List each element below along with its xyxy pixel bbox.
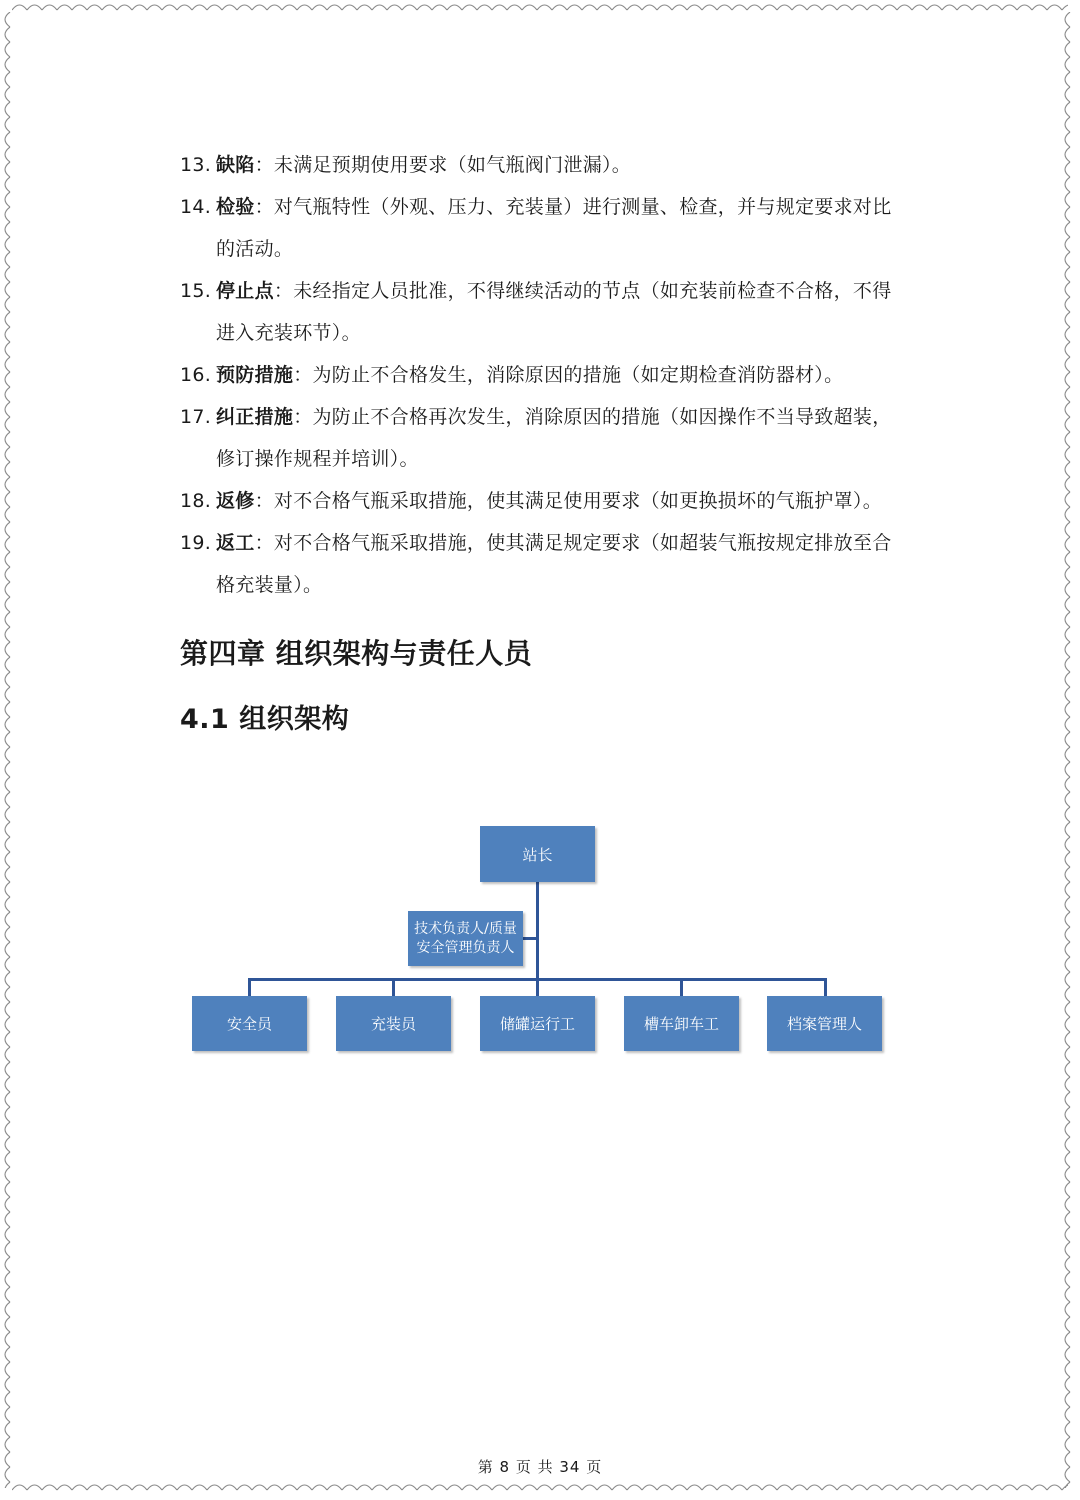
connector-drop: [392, 978, 395, 996]
term-number: 18.: [180, 490, 212, 512]
connector-drop: [680, 978, 683, 996]
term-item: [180, 270, 902, 354]
term-name: 返修: [216, 490, 255, 512]
term-number: 15.: [180, 280, 212, 302]
term-name: 预防措施: [216, 364, 294, 386]
connector-drop: [824, 978, 827, 996]
term-definition: ：对不合格气瓶采取措施，使其满足规定要求（如超装气瓶按规定排放至合格充装量）。: [216, 532, 892, 596]
term-name: 缺陷: [216, 154, 255, 176]
term-number: 13.: [180, 154, 212, 176]
term-name: 返工: [216, 532, 255, 554]
connector-drop: [248, 978, 251, 996]
term-name: 检验: [216, 196, 255, 218]
chapter-title: 第四章 组织架构与责任人员: [180, 637, 533, 670]
document-body: [180, 144, 902, 742]
connector-root-trunk: [536, 882, 539, 980]
org-node-child: 充装员: [336, 996, 451, 1051]
term-number: 19.: [180, 532, 212, 554]
term-item: [180, 186, 902, 270]
page-footer: 第 8 页 共 34 页: [477, 1458, 603, 1476]
org-node-assistant-line1: 技术负责人/质量: [414, 920, 517, 937]
connector-drop: [536, 978, 539, 996]
org-node-child: 槽车卸车工: [624, 996, 739, 1051]
term-number: 17.: [180, 406, 212, 428]
term-number: 14.: [180, 196, 212, 218]
term-item: [180, 480, 902, 522]
connector-assistant: [523, 937, 537, 940]
org-node-root: 站长: [480, 826, 595, 882]
term-item: [180, 522, 902, 606]
org-node-child: 档案管理人: [767, 996, 882, 1051]
term-name: 纠正措施: [216, 406, 294, 428]
term-item: [180, 354, 902, 396]
term-item: [180, 144, 902, 186]
term-definition: ：未满足预期使用要求（如气瓶阀门泄漏）。: [254, 154, 632, 176]
term-definition: ：为防止不合格发生，消除原因的措施（如定期检查消防器材）。: [293, 364, 844, 386]
org-node-assistant-line2: 安全管理负责人: [416, 939, 515, 956]
org-node-assistant: [408, 911, 523, 966]
term-item: [180, 396, 902, 480]
term-definition: ：未经指定人员批准，不得继续活动的节点（如充装前检查不合格，不得进入充装环节）。: [216, 280, 892, 344]
term-definition: ：对气瓶特性（外观、压力、充装量）进行测量、检查，并与规定要求对比的活动。: [216, 196, 892, 260]
section-title: 4.1 组织架构: [180, 704, 350, 735]
org-node-child: 安全员: [192, 996, 307, 1051]
term-definition: ：对不合格气瓶采取措施，使其满足使用要求（如更换损坏的气瓶护罩）。: [254, 490, 883, 512]
term-name: 停止点: [216, 280, 274, 302]
org-node-child: 储罐运行工: [480, 996, 595, 1051]
term-definition: ：为防止不合格再次发生，消除原因的措施（如因操作不当导致超装，修订操作规程并培训）。: [216, 406, 892, 470]
term-number: 16.: [180, 364, 212, 386]
